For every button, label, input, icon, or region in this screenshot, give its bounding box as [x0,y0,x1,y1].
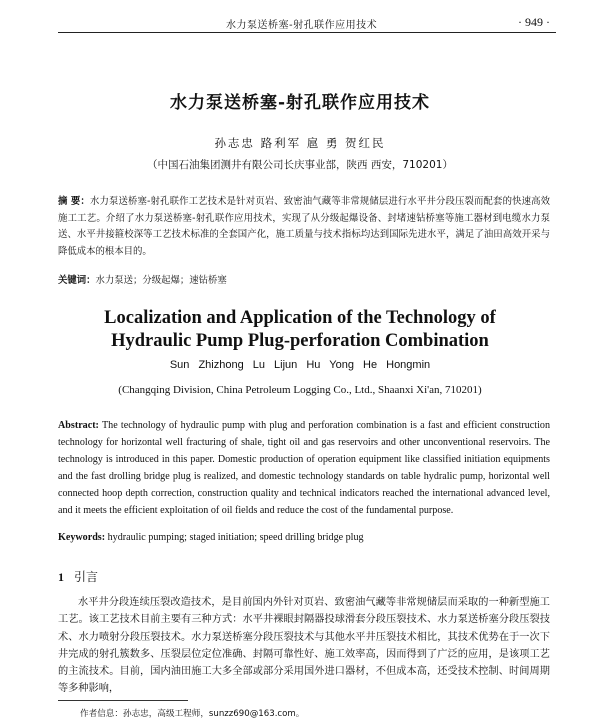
chinese-abstract-label: 摘 要： [58,196,90,207]
english-keywords [58,532,550,543]
english-affiliation: (Changqing Division, China Petroleum Logging Co., Ltd., Shaanxi Xi'an, 710201) [118,384,482,396]
chinese-affiliation: （中国石油集团测井有限公司长庆事业部，陕西 西安，710201） [147,159,453,171]
running-header [58,14,556,33]
english-keywords-label: Keywords: [58,532,106,543]
page-number: · 949 · [518,15,550,29]
english-title [0,307,600,353]
english-abstract-text: The technology of hydraulic pump with plug and perforation combination is a fast and efficient construction technology for horizontal well fracturing of shale, tight oil and gas reservoirs and other unconventional reservoirs. The technology is introduced in this paper. Domestic production of operation equipment like classified initiation equipments and the fast drolling bridge plug is realized, and domestic technology standards on table hydralic pump, horizontal well connected hoop depth correction, construction quality and technical indicators reached the international advanced level, and it meets the efficient exploitation of oil fields and reduce the cost of the fundamental purpose. [58,420,550,516]
chinese-keywords [58,272,550,286]
english-title-line1: Localization and Application of the Technology of [104,308,496,328]
english-abstract-label: Abstract: [58,420,99,431]
chinese-keywords-label: 关键词： [58,275,96,286]
author-footnote: 作者信息：孙志忠，高级工程师，sunzz690@163.com。 [80,709,305,719]
chinese-title: 水力泵送桥塞-射孔联作应用技术 [169,93,431,113]
section-title: 引言 [74,570,99,584]
english-title-line2: Hydraulic Pump Plug-perforation Combination [111,331,489,351]
section-number: 1 [58,570,64,584]
chinese-abstract-text: 水力泵送桥塞-射孔联作工艺技术是针对页岩、致密油气藏等非常规储层进行水平井分段压裂而配套的快速高效施工工艺。介绍了水力泵送桥塞-射孔联作应用技术，实现了从分级起爆设备、封堵速钻桥塞等施工器材到电缆水力泵送、水平井接箍校深等工艺技术标准的全套国产化，施工质量与技术指标均达到国际先进水平，满足了油田高效开采与降低成本的根本目的。 [58,196,551,257]
english-authors: Sun Zhizhong Lu Lijun Hu Yong He Hongmin [169,359,431,371]
section-heading-introduction [58,568,98,585]
chinese-keywords-text: 水力泵送；分级起爆；速钻桥塞 [95,275,227,286]
introduction-paragraph: 水平井分段连续压裂改造技术，是目前国内外针对页岩、致密油气藏等非常规储层而采取的一种新型施工工艺。该工艺技术目前主要有三种方式：水平井裸眼封隔器投球滑套分段压裂技术、水力泵送桥塞分段压裂技术、水力喷射分段压裂技术。水力泵送桥塞分段压裂技术与其他水平井压裂技术相比，其技术优势在于一次下井完成的射孔簇数多、压裂层位定位准确、封隔可靠性好、施工效率高，因而得到了广泛的应用，是该项工艺的主流技术。目前，国内油田施工大多全部或部分采用国外进口器材，不但成本高，还受技术控制、时间周期等多种影响， [58,597,550,695]
english-abstract [58,417,550,519]
running-header-title: 水力泵送桥塞-射孔联作应用技术 [226,20,378,31]
footnote-divider [58,700,188,701]
chinese-authors: 孙志忠 路利军 扈 勇 贺红民 [214,136,386,150]
chinese-abstract [58,194,550,260]
english-keywords-text: hydraulic pumping; staged initiation; speed drilling bridge plug [105,532,364,543]
